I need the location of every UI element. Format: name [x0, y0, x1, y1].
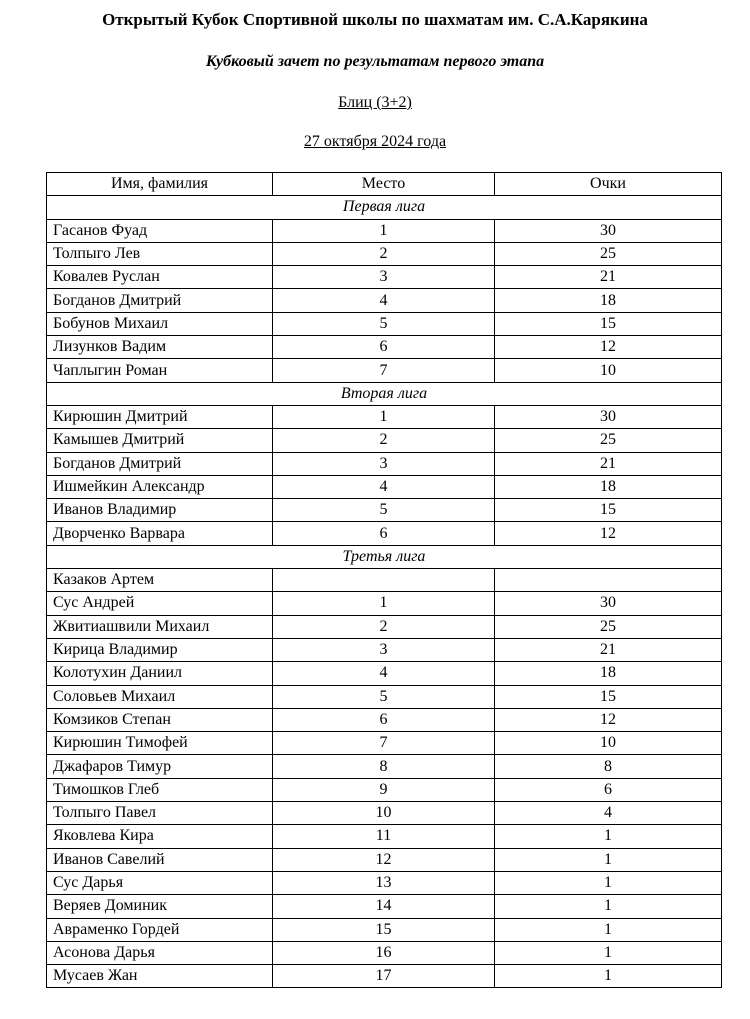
player-name: Комзиков Степан: [47, 708, 273, 731]
table-row: [47, 336, 722, 359]
table-row: [47, 615, 722, 638]
player-points: 25: [495, 615, 722, 638]
player-name: Соловьев Михаил: [47, 685, 273, 708]
league-header-row: [47, 382, 722, 405]
player-name: Кирица Владимир: [47, 638, 273, 661]
table-row: [47, 825, 722, 848]
player-points: 18: [495, 662, 722, 685]
player-points: 12: [495, 708, 722, 731]
player-name: Сус Андрей: [47, 592, 273, 615]
player-points: 12: [495, 336, 722, 359]
player-points: 12: [495, 522, 722, 545]
document-subtitle: Кубковый зачет по результатам первого этапа: [205, 53, 545, 70]
player-name: Яковлева Кира: [47, 825, 273, 848]
player-name: Дворченко Варвара: [47, 522, 273, 545]
player-name: Чаплыгин Роман: [47, 359, 273, 382]
player-name: Толпыго Павел: [47, 802, 273, 825]
player-place: 5: [273, 685, 495, 708]
player-name: Иванов Савелий: [47, 848, 273, 871]
player-place: 5: [273, 499, 495, 522]
player-name: Толпыго Лев: [47, 242, 273, 265]
document-title: Открытый Кубок Спортивной школы по шахматам им. С.А.Карякина: [102, 10, 648, 29]
player-place: 6: [273, 708, 495, 731]
player-place: 8: [273, 755, 495, 778]
table-row: [47, 895, 722, 918]
table-row: [47, 359, 722, 382]
player-points: [495, 569, 722, 592]
table-row: [47, 802, 722, 825]
player-points: 1: [495, 895, 722, 918]
table-row: [47, 475, 722, 498]
table-row: [47, 708, 722, 731]
player-points: 15: [495, 685, 722, 708]
player-place: 4: [273, 662, 495, 685]
player-points: 4: [495, 802, 722, 825]
player-place: 10: [273, 802, 495, 825]
table-row: [47, 638, 722, 661]
league-name: Первая лига: [47, 196, 722, 219]
player-place: 9: [273, 778, 495, 801]
player-place: 1: [273, 592, 495, 615]
player-place: 14: [273, 895, 495, 918]
player-name: Кирюшин Тимофей: [47, 732, 273, 755]
player-points: 25: [495, 242, 722, 265]
player-place: 1: [273, 405, 495, 428]
league-header-row: [47, 196, 722, 219]
player-place: 3: [273, 452, 495, 475]
results-body: [47, 196, 722, 988]
event-date: 27 октября 2024 года: [303, 133, 447, 150]
player-points: 15: [495, 499, 722, 522]
player-name: Кирюшин Дмитрий: [47, 405, 273, 428]
player-points: 1: [495, 871, 722, 894]
player-name: Сус Дарья: [47, 871, 273, 894]
player-place: 6: [273, 522, 495, 545]
player-points: 10: [495, 359, 722, 382]
player-name: Колотухин Даниил: [47, 662, 273, 685]
player-points: 18: [495, 475, 722, 498]
table-row: [47, 452, 722, 475]
results-table: [46, 172, 722, 988]
table-row: [47, 242, 722, 265]
player-name: Джафаров Тимур: [47, 755, 273, 778]
player-name: Веряев Доминик: [47, 895, 273, 918]
player-points: 25: [495, 429, 722, 452]
player-name: Авраменко Гордей: [47, 918, 273, 941]
player-place: 13: [273, 871, 495, 894]
player-place: 4: [273, 475, 495, 498]
player-place: 7: [273, 359, 495, 382]
player-name: Богданов Дмитрий: [47, 452, 273, 475]
player-name: Бобунов Михаил: [47, 312, 273, 335]
table-row: [47, 569, 722, 592]
player-name: Гасанов Фуад: [47, 219, 273, 242]
player-place: 17: [273, 965, 495, 988]
table-row: [47, 871, 722, 894]
player-points: 1: [495, 965, 722, 988]
player-name: Асонова Дарья: [47, 941, 273, 964]
player-points: 30: [495, 405, 722, 428]
table-row: [47, 685, 722, 708]
player-name: Богданов Дмитрий: [47, 289, 273, 312]
player-points: 10: [495, 732, 722, 755]
player-name: Жвитиашвили Михаил: [47, 615, 273, 638]
player-points: 21: [495, 452, 722, 475]
table-row: [47, 941, 722, 964]
table-row: [47, 848, 722, 871]
player-points: 21: [495, 638, 722, 661]
table-row: [47, 662, 722, 685]
player-place: 6: [273, 336, 495, 359]
table-row: [47, 266, 722, 289]
player-name: Тимошков Глеб: [47, 778, 273, 801]
table-row: [47, 312, 722, 335]
player-place: 2: [273, 242, 495, 265]
player-place: 3: [273, 638, 495, 661]
player-place: 1: [273, 219, 495, 242]
player-name: Ишмейкин Александр: [47, 475, 273, 498]
table-row: [47, 289, 722, 312]
player-points: 30: [495, 592, 722, 615]
table-row: [47, 778, 722, 801]
table-row: [47, 499, 722, 522]
table-row: [47, 918, 722, 941]
player-place: [273, 569, 495, 592]
table-row: [47, 429, 722, 452]
player-name: Иванов Владимир: [47, 499, 273, 522]
player-name: Казаков Артем: [47, 569, 273, 592]
player-place: 15: [273, 918, 495, 941]
table-row: [47, 592, 722, 615]
player-name: Мусаев Жан: [47, 965, 273, 988]
game-format: Блиц (3+2): [338, 94, 412, 111]
table-row: [47, 732, 722, 755]
player-points: 1: [495, 941, 722, 964]
league-name: Третья лига: [47, 545, 722, 568]
player-place: 3: [273, 266, 495, 289]
player-place: 7: [273, 732, 495, 755]
player-points: 18: [495, 289, 722, 312]
player-place: 12: [273, 848, 495, 871]
player-name: Ковалев Руслан: [47, 266, 273, 289]
league-name: Вторая лига: [47, 382, 722, 405]
header-name: Имя, фамилия: [47, 173, 273, 196]
table-row: [47, 405, 722, 428]
player-points: 1: [495, 918, 722, 941]
player-place: 5: [273, 312, 495, 335]
player-name: Камышев Дмитрий: [47, 429, 273, 452]
table-row: [47, 522, 722, 545]
player-place: 2: [273, 429, 495, 452]
player-place: 2: [273, 615, 495, 638]
player-points: 6: [495, 778, 722, 801]
player-points: 1: [495, 825, 722, 848]
player-points: 15: [495, 312, 722, 335]
player-points: 1: [495, 848, 722, 871]
table-row: [47, 219, 722, 242]
league-header-row: [47, 545, 722, 568]
table-row: [47, 965, 722, 988]
table-row: [47, 755, 722, 778]
player-points: 21: [495, 266, 722, 289]
table-header-row: [47, 173, 722, 196]
player-name: Лизунков Вадим: [47, 336, 273, 359]
player-place: 16: [273, 941, 495, 964]
player-place: 11: [273, 825, 495, 848]
player-points: 8: [495, 755, 722, 778]
player-points: 30: [495, 219, 722, 242]
player-place: 4: [273, 289, 495, 312]
header-points: Очки: [495, 173, 722, 196]
header-place: Место: [273, 173, 495, 196]
